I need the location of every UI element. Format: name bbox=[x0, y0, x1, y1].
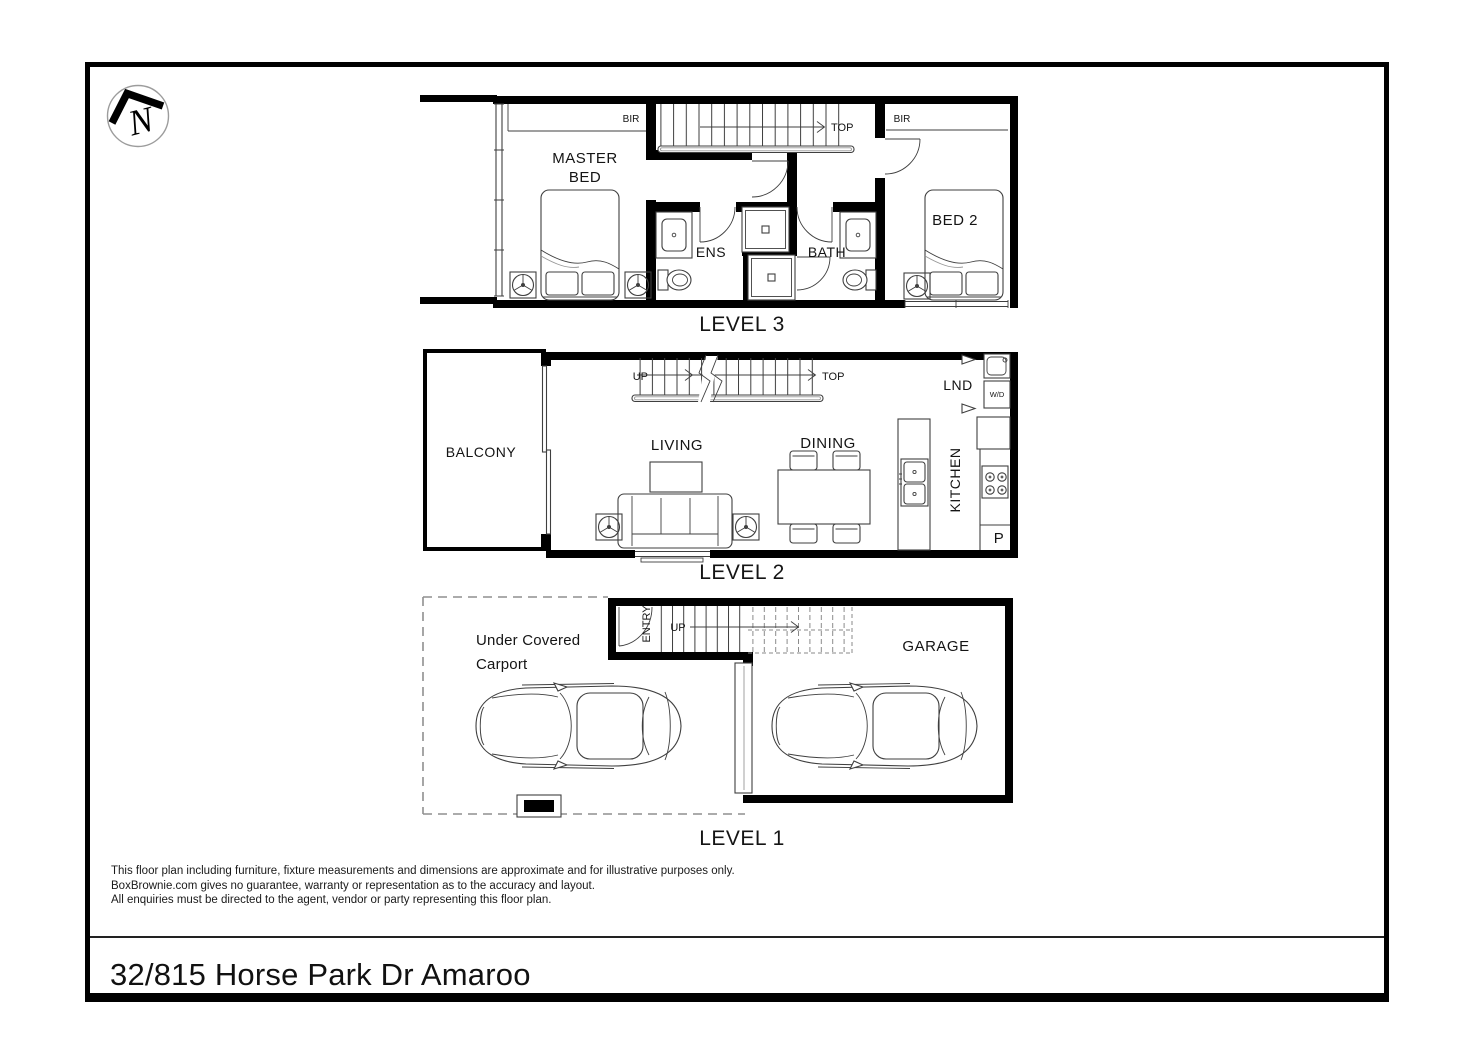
label-dining: DINING bbox=[800, 435, 856, 452]
caption-level3: LEVEL 3 bbox=[699, 313, 785, 336]
stairs-level2 bbox=[632, 355, 823, 402]
label-kitchen: KITCHEN bbox=[947, 447, 963, 513]
ceiling-fan-icon bbox=[510, 272, 536, 298]
coffee-table-icon bbox=[650, 462, 702, 492]
toilet-icon-bath bbox=[843, 270, 876, 290]
label-bed2: BED 2 bbox=[932, 212, 978, 229]
label-bir-left: BIR bbox=[622, 114, 640, 125]
label-laundry: LND bbox=[943, 377, 973, 393]
car-icon-carport bbox=[476, 683, 681, 769]
shower-icon-ens bbox=[742, 207, 789, 252]
disclaimer-line: This floor plan including furniture, fixture measurements and dimensions are approximate and for illustrative purposes only. bbox=[111, 865, 735, 877]
door-hall-level3 bbox=[752, 161, 788, 197]
label-garage: GARAGE bbox=[902, 638, 970, 655]
label-wd: W/D bbox=[989, 390, 1005, 399]
bed-icon-bed2 bbox=[925, 190, 1003, 300]
shower-icon-bath bbox=[748, 255, 795, 300]
label-entry: ENTRY bbox=[641, 605, 653, 643]
label-stair-up-l1: UP bbox=[670, 622, 686, 634]
sofa-icon bbox=[618, 494, 732, 548]
level3-plan bbox=[420, 95, 1018, 336]
door-bed2 bbox=[885, 139, 920, 174]
bed-icon-master bbox=[541, 190, 619, 300]
label-carport-line2: Carport bbox=[476, 656, 528, 673]
caption-level1: LEVEL 1 bbox=[699, 827, 785, 850]
label-stair-top-l3: TOP bbox=[831, 122, 854, 134]
window-bed2 bbox=[905, 300, 1008, 308]
label-living: LIVING bbox=[650, 437, 704, 454]
carport-pad-icon bbox=[517, 795, 561, 817]
window-master bbox=[494, 104, 504, 296]
ceiling-fan-icon bbox=[733, 514, 759, 540]
label-master-bed2: BED bbox=[568, 169, 602, 186]
label-pantry: P bbox=[993, 530, 1005, 547]
north-indicator-icon bbox=[108, 86, 169, 147]
label-ens: ENS bbox=[695, 244, 727, 260]
disclaimer-line: All enquiries must be directed to the agent, vendor or party representing this floor plan. bbox=[111, 894, 552, 906]
stairs-level3 bbox=[658, 104, 854, 153]
label-balcony: BALCONY bbox=[445, 444, 517, 460]
level2-plan bbox=[423, 349, 1018, 584]
north-letter: N bbox=[124, 98, 158, 144]
property-address: 32/815 Horse Park Dr Amaroo bbox=[110, 957, 531, 992]
title-divider bbox=[90, 936, 1384, 938]
level1-plan bbox=[423, 597, 1013, 850]
car-icon-garage bbox=[772, 683, 977, 769]
label-carport-line1: Under Covered bbox=[476, 632, 581, 649]
label-stair-top-l2: TOP bbox=[822, 371, 845, 383]
disclaimer-line: BoxBrownie.com gives no guarantee, warranty or representation as to the accuracy and layout. bbox=[111, 879, 595, 892]
sliding-door-balcony bbox=[543, 366, 551, 534]
door-bath-shower bbox=[797, 257, 830, 290]
label-stair-up-l2: UP bbox=[632, 371, 648, 383]
caption-level2: LEVEL 2 bbox=[699, 561, 785, 584]
washer-dryer-icon bbox=[984, 381, 1010, 408]
label-bir-right: BIR bbox=[893, 114, 911, 125]
garage-door-icon bbox=[735, 663, 752, 793]
label-bath: BATH bbox=[807, 244, 847, 260]
door-ens bbox=[700, 207, 735, 242]
kitchen-island-icon bbox=[898, 419, 930, 550]
door-bath bbox=[797, 207, 832, 242]
dining-table-icon bbox=[778, 451, 870, 543]
disclaimer-text bbox=[111, 864, 735, 908]
toilet-icon-ens bbox=[658, 270, 691, 290]
vanity-icon-ens bbox=[656, 212, 692, 258]
label-master-bed: MASTER bbox=[552, 150, 618, 167]
